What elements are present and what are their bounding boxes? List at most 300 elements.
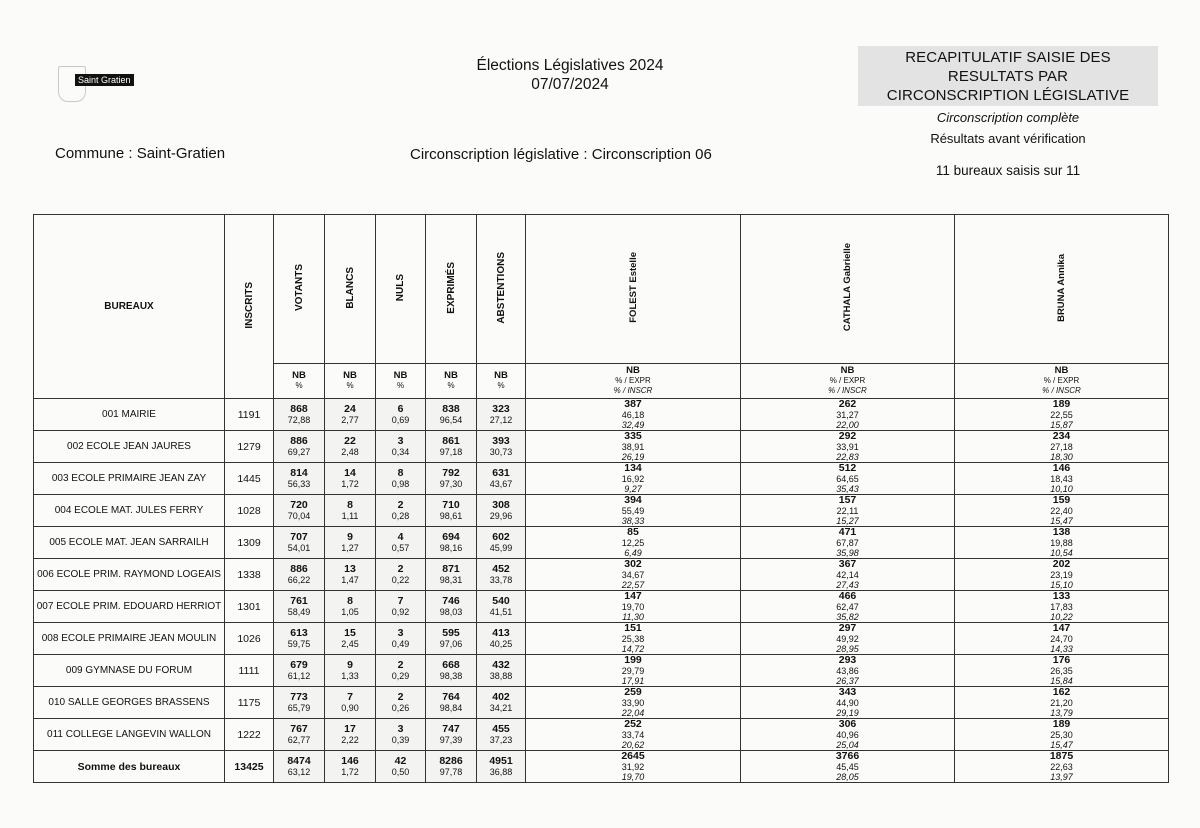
abstentions-percent: 30,73	[489, 447, 513, 457]
col-header-abstentions-label: ABSTENTIONS	[495, 251, 507, 324]
exprimes-percent: 98,38	[439, 671, 463, 681]
subheader-candidate	[955, 364, 1169, 399]
nuls-count: 3	[397, 627, 404, 639]
cell-exprimes	[426, 495, 477, 527]
candidate-pct-expr: 33,90	[621, 698, 645, 708]
election-date: 07/07/2024	[531, 76, 609, 93]
cell-abstentions	[477, 751, 526, 783]
candidate-pct-expr: 12,25	[621, 538, 645, 548]
subheader-nb: NB	[393, 370, 408, 381]
exprimes-count: 746	[442, 595, 460, 607]
total-row	[34, 751, 1169, 783]
blancs-percent: 1,05	[341, 607, 359, 617]
recap-title-box	[858, 46, 1158, 106]
cell-exprimes	[426, 719, 477, 751]
votants-percent: 62,77	[287, 735, 311, 745]
cell-candidate	[741, 431, 955, 463]
candidate-pct-inscr: 25,04	[836, 740, 859, 750]
candidate-pct-expr: 49,92	[836, 634, 859, 644]
commune-logo	[58, 66, 138, 104]
votants-count: 720	[290, 499, 308, 511]
votants-percent: 61,12	[287, 671, 311, 681]
cell-candidate	[526, 463, 741, 495]
abstentions-count: 323	[492, 403, 510, 415]
cell-votants	[274, 687, 325, 719]
exprimes-percent: 98,16	[439, 543, 463, 553]
subheader-nb-pct	[274, 364, 325, 399]
candidate-votes: 234	[1052, 430, 1071, 442]
cell-nuls	[376, 431, 426, 463]
exprimes-count: 838	[442, 403, 460, 415]
cell-candidate	[955, 655, 1169, 687]
blancs-percent: 2,45	[341, 639, 359, 649]
inscrits-value: 1301	[225, 591, 274, 623]
cell-candidate	[526, 751, 741, 783]
bureau-name: 009 GYMNASE DU FORUM	[34, 655, 225, 687]
subheader-nb-pct	[426, 364, 477, 399]
candidate-votes: 176	[1052, 654, 1071, 666]
nuls-count: 2	[397, 691, 404, 703]
cell-votants	[274, 431, 325, 463]
exprimes-count: 861	[442, 435, 460, 447]
blancs-percent: 2,22	[341, 735, 359, 745]
abstentions-percent: 33,78	[489, 575, 513, 585]
exprimes-percent: 98,84	[439, 703, 463, 713]
completeness-status: Circonscription complète	[936, 110, 1080, 125]
cell-candidate	[741, 719, 955, 751]
votants-count: 761	[290, 595, 308, 607]
cell-candidate	[955, 431, 1169, 463]
candidate-votes: 134	[624, 462, 642, 474]
cell-abstentions	[477, 719, 526, 751]
results-table	[33, 214, 1169, 783]
candidate-votes: 293	[838, 654, 857, 666]
nuls-percent: 0,50	[391, 767, 410, 777]
abstentions-percent: 37,23	[489, 735, 513, 745]
col-header-blancs-label: BLANCS	[344, 266, 356, 309]
cell-votants	[274, 495, 325, 527]
cell-nuls	[376, 655, 426, 687]
bureau-name: 001 MAIRIE	[34, 399, 225, 431]
bureau-name: 004 ECOLE MAT. JULES FERRY	[34, 495, 225, 527]
candidate-votes: 306	[838, 718, 857, 730]
cell-abstentions	[477, 527, 526, 559]
abstentions-count: 432	[492, 659, 510, 671]
cell-abstentions	[477, 655, 526, 687]
cell-candidate	[526, 399, 741, 431]
candidate-pct-expr: 16,92	[621, 474, 645, 484]
candidate-pct-expr: 34,67	[621, 570, 645, 580]
candidate-pct-inscr: 29,19	[836, 708, 859, 718]
cell-abstentions	[477, 495, 526, 527]
abstentions-count: 540	[492, 595, 510, 607]
cell-votants	[274, 527, 325, 559]
candidate-votes: 302	[624, 558, 642, 570]
col-header-blancs	[325, 215, 376, 364]
subheader-nb: NB	[626, 365, 640, 376]
candidate-pct-inscr: 22,83	[836, 452, 859, 462]
subheader-nb-pct	[376, 364, 426, 399]
bureau-name: 006 ECOLE PRIM. RAYMOND LOGEAIS	[34, 559, 225, 591]
votants-percent: 63,12	[287, 767, 311, 777]
cell-candidate	[955, 463, 1169, 495]
subheader-pct-inscr: % / INSCR	[828, 386, 867, 395]
cell-exprimes	[426, 399, 477, 431]
votants-count: 767	[290, 723, 308, 735]
cell-votants	[274, 559, 325, 591]
nuls-count: 3	[397, 435, 404, 447]
votants-percent: 66,22	[287, 575, 311, 585]
cell-candidate	[955, 591, 1169, 623]
col-header-nuls	[376, 215, 426, 364]
candidate-pct-inscr: 32,49	[621, 420, 645, 430]
cell-abstentions	[477, 431, 526, 463]
candidate-votes: 297	[838, 622, 857, 634]
candidate-pct-expr: 67,87	[836, 538, 859, 548]
subheader-nb: NB	[343, 370, 357, 381]
candidate-pct-inscr: 15,10	[1050, 580, 1073, 590]
table-row	[34, 623, 1169, 655]
candidate-votes: 292	[838, 430, 857, 442]
candidate-pct-inscr: 15,47	[1050, 740, 1073, 750]
votants-count: 886	[290, 563, 308, 575]
cell-candidate	[955, 399, 1169, 431]
votants-percent: 59,75	[287, 639, 311, 649]
candidate-pct-inscr: 35,82	[836, 612, 859, 622]
subheader-pct: %	[295, 381, 303, 390]
nuls-percent: 0,34	[391, 447, 410, 457]
nuls-count: 3	[397, 723, 404, 735]
inscrits-value: 1026	[225, 623, 274, 655]
candidate-pct-inscr: 13,79	[1050, 708, 1073, 718]
candidate-pct-inscr: 14,72	[621, 644, 645, 654]
blancs-percent: 1,27	[341, 543, 359, 553]
candidate-votes: 159	[1052, 494, 1071, 506]
blancs-count: 15	[344, 627, 356, 639]
blancs-count: 146	[341, 755, 359, 767]
votants-percent: 56,33	[287, 479, 311, 489]
candidate-pct-expr: 31,92	[621, 762, 645, 772]
cell-candidate	[741, 751, 955, 783]
exprimes-percent: 97,78	[439, 767, 463, 777]
candidate-pct-expr: 23,19	[1050, 570, 1073, 580]
subheader-pct: %	[396, 381, 405, 390]
cell-nuls	[376, 751, 426, 783]
cell-votants	[274, 751, 325, 783]
candidate-pct-inscr: 10,22	[1050, 612, 1073, 622]
candidate-pct-expr: 24,70	[1050, 634, 1073, 644]
candidate-votes: 147	[1052, 622, 1071, 634]
cell-candidate	[741, 495, 955, 527]
cell-candidate	[526, 719, 741, 751]
bureau-name: 003 ECOLE PRIMAIRE JEAN ZAY	[34, 463, 225, 495]
abstentions-count: 308	[492, 499, 510, 511]
blancs-percent: 1,72	[341, 767, 359, 777]
table-row	[34, 591, 1169, 623]
exprimes-percent: 97,18	[439, 447, 463, 457]
nuls-count: 2	[397, 499, 404, 511]
blancs-percent: 1,72	[341, 479, 359, 489]
cell-candidate	[526, 623, 741, 655]
cell-exprimes	[426, 559, 477, 591]
candidate-pct-expr: 43,86	[836, 666, 859, 676]
cell-exprimes	[426, 655, 477, 687]
exprimes-percent: 98,03	[439, 607, 463, 617]
candidate-pct-inscr: 26,37	[836, 676, 859, 686]
exprimes-percent: 96,54	[439, 415, 463, 425]
candidate-votes: 199	[624, 654, 642, 666]
col-header-bureaux: BUREAUX	[34, 215, 225, 399]
col-header-nuls-label: NULS	[395, 273, 406, 302]
cell-candidate	[741, 623, 955, 655]
abstentions-percent: 36,88	[489, 767, 513, 777]
candidate-name: BRUNA Annika	[1056, 253, 1067, 322]
candidate-votes: 394	[624, 494, 642, 506]
inscrits-value: 1028	[225, 495, 274, 527]
cell-candidate	[741, 559, 955, 591]
inscrits-value: 1175	[225, 687, 274, 719]
cell-candidate	[955, 623, 1169, 655]
commune-label: Commune : Saint-Gratien	[55, 145, 226, 162]
candidate-pct-inscr: 15,84	[1050, 676, 1073, 686]
blancs-count: 17	[344, 723, 356, 735]
cell-candidate	[955, 527, 1169, 559]
candidate-pct-expr: 42,14	[836, 570, 859, 580]
cell-nuls	[376, 591, 426, 623]
subheader-pct: %	[497, 381, 505, 390]
candidate-pct-expr: 25,38	[621, 634, 645, 644]
candidate-votes: 252	[624, 718, 642, 730]
cell-blancs	[325, 623, 376, 655]
subheader-candidate	[741, 364, 955, 399]
subheader-pct: %	[346, 381, 354, 390]
nuls-percent: 0,92	[391, 607, 410, 617]
col-header-inscrits	[225, 215, 274, 399]
blancs-count: 8	[347, 595, 353, 607]
candidate-pct-expr: 22,55	[1050, 410, 1073, 420]
col-header-candidate	[955, 215, 1169, 364]
cell-candidate	[526, 655, 741, 687]
candidate-pct-inscr: 35,98	[836, 548, 859, 558]
exprimes-percent: 97,30	[439, 479, 463, 489]
candidate-pct-expr: 29,79	[621, 666, 645, 676]
candidate-votes: 3766	[835, 750, 860, 762]
cell-abstentions	[477, 623, 526, 655]
abstentions-percent: 45,99	[489, 543, 513, 553]
subheader-pct-expr: % / EXPR	[1043, 376, 1080, 385]
candidate-votes: 202	[1052, 558, 1071, 570]
blancs-count: 14	[344, 467, 356, 479]
cell-candidate	[955, 687, 1169, 719]
cell-exprimes	[426, 751, 477, 783]
cell-abstentions	[477, 463, 526, 495]
cell-votants	[274, 655, 325, 687]
cell-abstentions	[477, 559, 526, 591]
votants-percent: 65,79	[287, 703, 311, 713]
bureau-name: 010 SALLE GEORGES BRASSENS	[34, 687, 225, 719]
subheader-nb: NB	[292, 370, 306, 381]
cell-candidate	[955, 495, 1169, 527]
candidate-pct-inscr: 17,91	[621, 676, 645, 686]
bureau-name: 007 ECOLE PRIM. EDOUARD HERRIOT	[34, 591, 225, 623]
nuls-count: 2	[397, 563, 404, 575]
abstentions-count: 402	[492, 691, 510, 703]
candidate-pct-inscr: 22,57	[621, 580, 645, 590]
blancs-percent: 1,33	[341, 671, 359, 681]
cell-candidate	[526, 591, 741, 623]
cell-candidate	[741, 687, 955, 719]
candidate-votes: 367	[838, 558, 857, 570]
col-header-candidate	[526, 215, 741, 364]
abstentions-percent: 29,96	[489, 511, 513, 521]
blancs-percent: 1,11	[341, 511, 359, 521]
table-row	[34, 687, 1169, 719]
candidate-pct-inscr: 27,43	[836, 580, 859, 590]
candidate-pct-expr: 40,96	[836, 730, 859, 740]
votants-count: 868	[290, 403, 308, 415]
inscrits-value: 1191	[225, 399, 274, 431]
votants-count: 707	[290, 531, 308, 543]
inscrits-value: 1279	[225, 431, 274, 463]
recap-title-line: RESULTATS PAR	[947, 68, 1069, 85]
bureau-name: 011 COLLEGE LANGEVIN WALLON	[34, 719, 225, 751]
cell-candidate	[741, 463, 955, 495]
col-header-inscrits-label: INSCRITS	[243, 281, 255, 329]
candidate-pct-expr: 22,11	[836, 506, 859, 516]
inscrits-value: 1111	[225, 655, 274, 687]
candidate-pct-inscr: 28,95	[836, 644, 859, 654]
cell-blancs	[325, 751, 376, 783]
candidate-pct-expr: 26,35	[1050, 666, 1073, 676]
candidate-votes: 259	[624, 686, 642, 698]
nuls-percent: 0,28	[391, 511, 410, 521]
candidate-pct-inscr: 35,43	[836, 484, 859, 494]
exprimes-count: 694	[442, 531, 460, 543]
votants-count: 814	[290, 467, 308, 479]
candidate-pct-inscr: 19,70	[621, 772, 645, 782]
abstentions-count: 413	[492, 627, 510, 639]
inscrits-value: 1445	[225, 463, 274, 495]
subheader-pct-expr: % / EXPR	[829, 376, 866, 385]
candidate-votes: 466	[838, 590, 857, 602]
candidate-pct-inscr: 26,19	[621, 452, 645, 462]
votants-count: 8474	[287, 755, 311, 767]
cell-nuls	[376, 559, 426, 591]
table-row	[34, 431, 1169, 463]
nuls-percent: 0,98	[391, 479, 410, 489]
candidate-pct-expr: 19,88	[1050, 538, 1073, 548]
cell-exprimes	[426, 527, 477, 559]
total-inscrits: 13425	[225, 751, 274, 783]
exprimes-count: 595	[442, 627, 460, 639]
candidate-votes: 387	[624, 398, 642, 410]
candidate-pct-expr: 62,47	[836, 602, 859, 612]
cell-exprimes	[426, 431, 477, 463]
candidate-pct-inscr: 28,05	[836, 772, 859, 782]
cell-blancs	[325, 463, 376, 495]
cell-exprimes	[426, 463, 477, 495]
table-row	[34, 559, 1169, 591]
blancs-percent: 1,47	[341, 575, 359, 585]
cell-abstentions	[477, 399, 526, 431]
abstentions-count: 631	[492, 467, 510, 479]
blancs-count: 13	[344, 563, 356, 575]
cell-votants	[274, 623, 325, 655]
candidate-pct-inscr: 10,54	[1050, 548, 1073, 558]
candidate-pct-inscr: 14,33	[1050, 644, 1073, 654]
votants-count: 886	[290, 435, 308, 447]
header-row	[34, 215, 1169, 364]
results-body	[34, 399, 1169, 783]
recap-title-line: RECAPITULATIF SAISIE DES	[905, 49, 1111, 66]
blancs-count: 24	[344, 403, 356, 415]
blancs-count: 7	[347, 691, 353, 703]
nuls-count: 6	[397, 403, 404, 415]
cell-blancs	[325, 687, 376, 719]
candidate-votes: 335	[624, 430, 642, 442]
candidate-votes: 146	[1052, 462, 1071, 474]
cell-votants	[274, 719, 325, 751]
cell-candidate	[741, 655, 955, 687]
candidate-pct-inscr: 15,47	[1050, 516, 1073, 526]
candidate-votes: 343	[838, 686, 857, 698]
exprimes-count: 792	[442, 467, 460, 479]
inscrits-value: 1222	[225, 719, 274, 751]
cell-blancs	[325, 431, 376, 463]
verification-status: Résultats avant vérification	[930, 131, 1086, 146]
candidate-pct-expr: 33,74	[621, 730, 645, 740]
table-row	[34, 655, 1169, 687]
subheader-pct-expr: % / EXPR	[615, 376, 651, 385]
candidate-pct-expr: 25,30	[1050, 730, 1073, 740]
candidate-votes: 147	[624, 590, 642, 602]
exprimes-count: 871	[442, 563, 460, 575]
abstentions-count: 452	[492, 563, 510, 575]
inscrits-value: 1338	[225, 559, 274, 591]
candidate-pct-inscr: 22,00	[836, 420, 859, 430]
candidate-name: FOLEST Estelle	[627, 252, 639, 323]
votants-percent: 54,01	[287, 543, 311, 553]
cell-abstentions	[477, 687, 526, 719]
total-label: Somme des bureaux	[34, 751, 225, 783]
subheader-nb: NB	[444, 370, 458, 381]
cell-nuls	[376, 463, 426, 495]
abstentions-count: 4951	[489, 755, 513, 767]
candidate-votes: 157	[838, 494, 857, 506]
candidate-pct-inscr: 6,49	[624, 548, 642, 558]
candidate-pct-inscr: 11,30	[622, 612, 644, 622]
bureau-name: 002 ECOLE JEAN JAURES	[34, 431, 225, 463]
candidate-pct-expr: 55,49	[621, 506, 645, 516]
cell-candidate	[955, 719, 1169, 751]
nuls-percent: 0,29	[391, 671, 410, 681]
votants-percent: 69,27	[287, 447, 311, 457]
exprimes-count: 764	[442, 691, 460, 703]
candidate-pct-expr: 31,27	[836, 410, 859, 420]
nuls-percent: 0,49	[391, 639, 410, 649]
abstentions-percent: 40,25	[489, 639, 513, 649]
blancs-percent: 0,90	[341, 703, 359, 713]
nuls-percent: 0,69	[391, 415, 410, 425]
blancs-count: 8	[347, 499, 353, 511]
candidate-votes: 1875	[1049, 750, 1074, 762]
candidate-name: CATHALA Gabrielle	[842, 243, 853, 332]
cell-blancs	[325, 559, 376, 591]
exprimes-percent: 97,06	[439, 639, 463, 649]
cell-blancs	[325, 527, 376, 559]
election-title: Élections Législatives 2024	[476, 57, 664, 74]
candidate-pct-expr: 45,45	[836, 762, 859, 772]
